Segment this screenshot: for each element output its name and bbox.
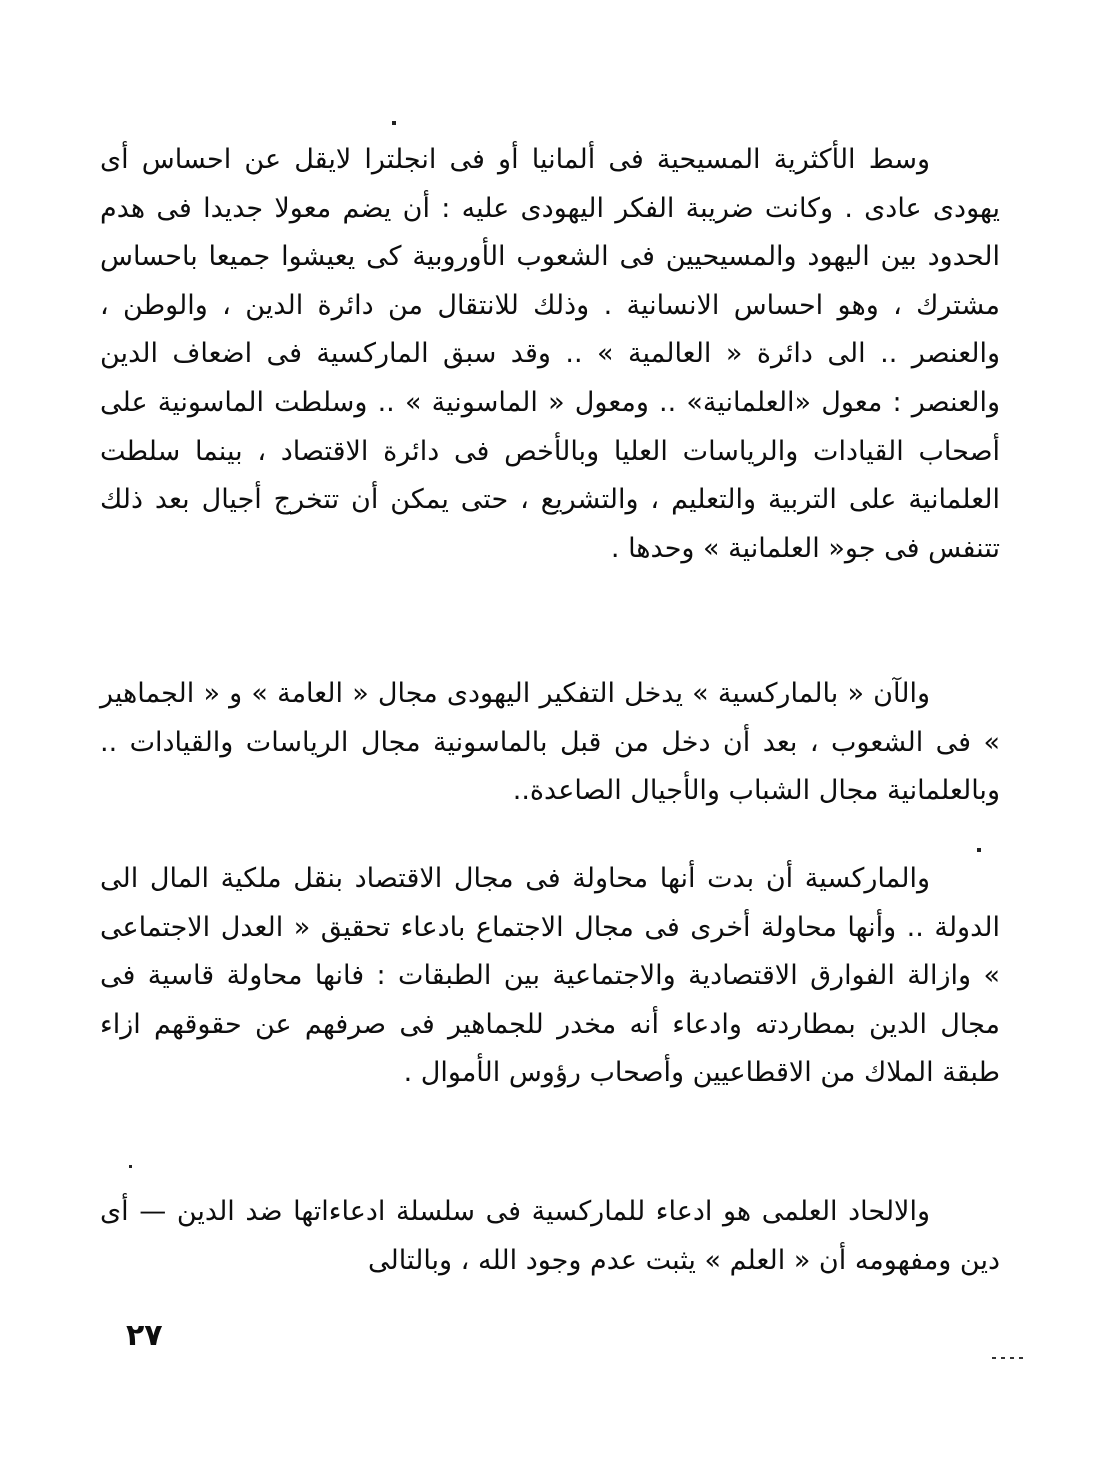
paragraph-2: والآن « بالماركسية » يدخل التفكير اليهودى مجال « العامة » و « الجماهير » فى الشعوب ، بعد أن دخل من قبل بالماسونية مجال الرياسات والقيادات .. وبالعلمانية مجال الشباب والأجيال الصاعدة.. [100, 678, 1000, 807]
paragraph-1: وسط الأكثرية المسيحية فى ألمانيا أو فى انجلترا لايقل عن احساس أى يهودى عادى . وكانت ضريبة الفكر اليهودى عليه : أن يضم معولا جديدا فى هدم الحدود بين اليهود والمسيحيين فى الشعوب الأوروبية كى يعيشوا جميعا باحساس مشترك ، وهو احساس الانسانية . وذلك للانتقال من دائرة الدين ، والوطن ، والعنصر .. الى دائرة « العالمية » .. وقد سبق الماركسية فى اضعاف الدين والعنصر : معول «العلمانية» .. ومعول « الماسونية » .. وسلطت الماسونية على أصحاب القيادات والرياسات العليا وبالأخص فى دائرة الاقتصاد ، بينما سلطت العلمانية على التربية والتعليم ، والتشريع ، حتى يمكن أن تتخرج أجيال بعد ذلك تتنفس فى جو« العلمانية » وحدها . [100, 144, 1000, 564]
scan-speck [992, 1357, 1026, 1359]
paragraph-4: والالحاد العلمى هو ادعاء للماركسية فى سلسلة ادعاءاتها ضد الدين — أى دين ومفهومه أن « العلم » يثبت عدم وجود الله ، وبالتالى [100, 1196, 1000, 1276]
scan-speck [392, 121, 396, 125]
paragraph-3: والماركسية أن بدت أنها محاولة فى مجال الاقتصاد بنقل ملكية المال الى الدولة .. وأنها محاولة أخرى فى مجال الاجتماع بادعاء تحقيق « العدل الاجتماعى » وازالة الفوارق الاقتصادية والاجتماعية بين الطبقات : فانها محاولة قاسية فى مجال الدين بمطاردته وادعاء أنه مخدر للجماهير فى صرفهم عن حقوقهم ازاء طبقة الملاك من الاقطاعيين وأصحاب رؤوس الأموال . [100, 863, 1000, 1089]
scan-speck [129, 1165, 132, 1168]
page-number: ٢٧ [126, 1318, 163, 1353]
scan-speck [977, 848, 981, 852]
